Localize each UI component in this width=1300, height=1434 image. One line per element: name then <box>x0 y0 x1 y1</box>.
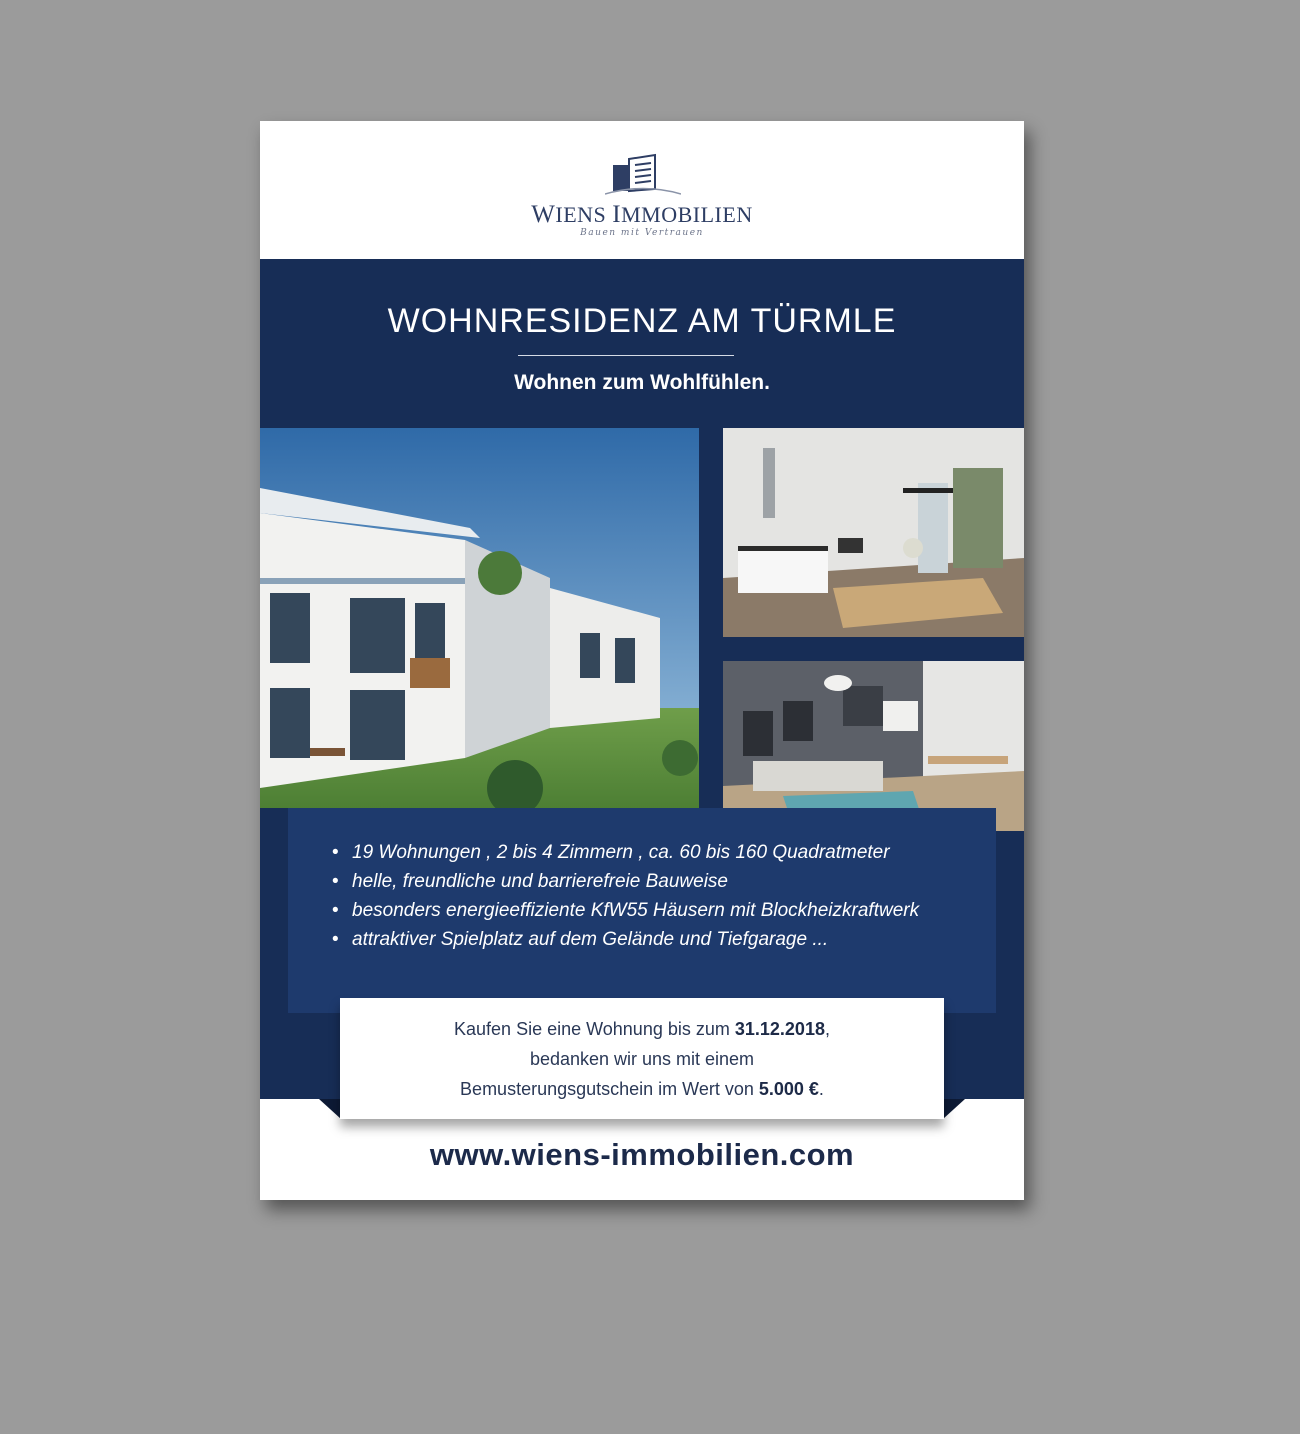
brand-name: WIENS IMMOBILIEN <box>531 201 753 228</box>
features-list <box>332 838 919 954</box>
offer-amount: 5.000 € <box>758 1079 819 1099</box>
website-link[interactable]: www.wiens-immobilien.com <box>429 1137 855 1172</box>
offer-date: 31.12.2018 <box>734 1019 825 1039</box>
building-logo-icon <box>605 151 681 195</box>
feature-item: • 19 Wohnungen , 2 bis 4 Zimmern , ca. 60 bis 160 Quadratmeter <box>332 838 919 867</box>
offer-banner <box>340 998 944 1119</box>
kitchen-photo <box>723 428 1024 637</box>
living-room-photo <box>723 661 1024 831</box>
features-box <box>288 808 996 1013</box>
subheadline: Wohnen zum Wohlfühlen. <box>514 371 770 394</box>
headline-divider <box>518 355 734 356</box>
offer-line-1: Kaufen Sie eine Wohnung bis zum 31.12.2018, <box>454 1019 830 1039</box>
brand-logo <box>260 121 1024 259</box>
offer-fold-left <box>319 1099 341 1119</box>
offer-fold-right <box>943 1099 965 1119</box>
exterior-photo <box>260 428 699 808</box>
feature-item: • helle, freundliche und barrierefreie Bauweise <box>332 867 919 896</box>
brand-tagline: Bauen mit Vertrauen <box>580 228 704 238</box>
offer-line-2: bedanken wir uns mit einem <box>529 1049 755 1069</box>
headline: WOHNRESIDENZ AM TÜRMLE <box>387 302 897 340</box>
flyer <box>260 121 1024 1200</box>
feature-item: • besonders energieeffiziente KfW55 Häusern mit Blockheizkraftwerk <box>332 896 919 925</box>
offer-line-3: Bemusterungsgutschein im Wert von 5.000 €. <box>460 1079 824 1099</box>
feature-item: • attraktiver Spielplatz auf dem Gelände und Tiefgarage ... <box>332 925 919 954</box>
